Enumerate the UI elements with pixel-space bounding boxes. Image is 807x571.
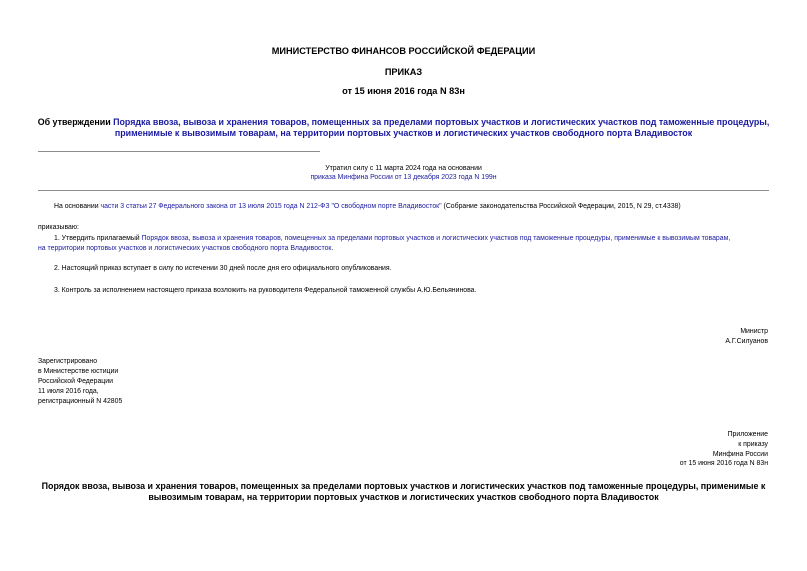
basis-paragraph: На основании части 3 статьи 27 Федерального закона от 13 июля 2015 года N 212-ФЗ "О свободном порте Владивосток" (Собрание законодательства Российской Федерации, 2015, N 29, ст.4338) <box>54 203 681 210</box>
item-3-paragraph: 3. Контроль за исполнением настоящего приказа возложить на руководителя Федеральной таможенной службы А.Ю.Бельянинова. <box>54 287 477 294</box>
signature-block <box>725 327 768 347</box>
appendix-block: Приложение к приказу Минфина России от 15 июня 2016 года N 83н <box>679 431 768 468</box>
title-link-part-1[interactable]: Порядка ввоза, вывоза и хранения товаров, помещенных за пределами портовых участков и логистических участков под таможенные процедуры, <box>113 117 770 127</box>
title-link-part-2[interactable]: применимые к вывозимым товарам, на территории портовых участков и логистических участков свободного порта Владивосток <box>114 128 693 138</box>
appendix-title: Порядок ввоза, вывоза и хранения товаров, помещенных за пределами портовых участков и логистических участков под таможенные процедуры, применимые к вывозимым товарам, на территории портовых участков и логистических участков свободного порта Владивосток <box>41 481 766 502</box>
title-line-1 <box>0 117 807 128</box>
order-heading: ПРИКАЗ <box>384 67 423 77</box>
repeal-order-link[interactable]: приказа Минфина России от 13 декабря 2023 года N 199н <box>310 174 497 181</box>
repeal-status-text: Утратил силу с 11 марта 2024 года на основании <box>325 165 482 172</box>
title-divider <box>38 151 320 152</box>
item-2-paragraph: 2. Настоящий приказ вступает в силу по истечении 30 дней после дня его официального опубликования. <box>54 265 392 272</box>
title-prefix: Об утверждении <box>37 117 114 127</box>
item-1-paragraph: 1. Утвердить прилагаемый Порядок ввоза, вывоза и хранения товаров, помещенных за пределами портовых участков и логистических участков под таможенные процедуры, применимые к вывозимым товарам, на территории портовых участков и логистических участков свободного порта Владивосток. <box>38 235 731 252</box>
registration-block: Зарегистрировано в Министерстве юстиции Российской Федерации 11 июля 2016 года, регистрационный N 42805 <box>38 358 123 405</box>
order-date-number: от 15 июня 2016 года N 83н <box>342 86 465 96</box>
status-divider <box>38 190 769 191</box>
signature-name: А.Г.Силуанов <box>725 337 768 345</box>
procedure-link-a[interactable]: Порядок ввоза, вывоза и хранения товаров, помещенных за пределами портовых участков и логистических участков под таможенные процедуры, применимые к вывозимым товарам, <box>141 235 731 242</box>
federal-law-link[interactable]: части 3 статьи 27 Федерального закона от 13 июля 2015 года N 212-ФЗ "О свободном порте Владивосток" <box>100 203 442 210</box>
order-word: приказываю: <box>38 224 79 231</box>
document-title <box>0 117 807 139</box>
repeal-status <box>0 164 807 182</box>
procedure-link-b[interactable]: на территории портовых участков и логистических участков свободного порта Владивосток <box>38 244 332 252</box>
ministry-heading: МИНИСТЕРСТВО ФИНАНСОВ РОССИЙСКОЙ ФЕДЕРАЦИИ <box>271 46 536 56</box>
title-line-2 <box>0 128 807 139</box>
signature-position: Министр <box>740 328 768 335</box>
